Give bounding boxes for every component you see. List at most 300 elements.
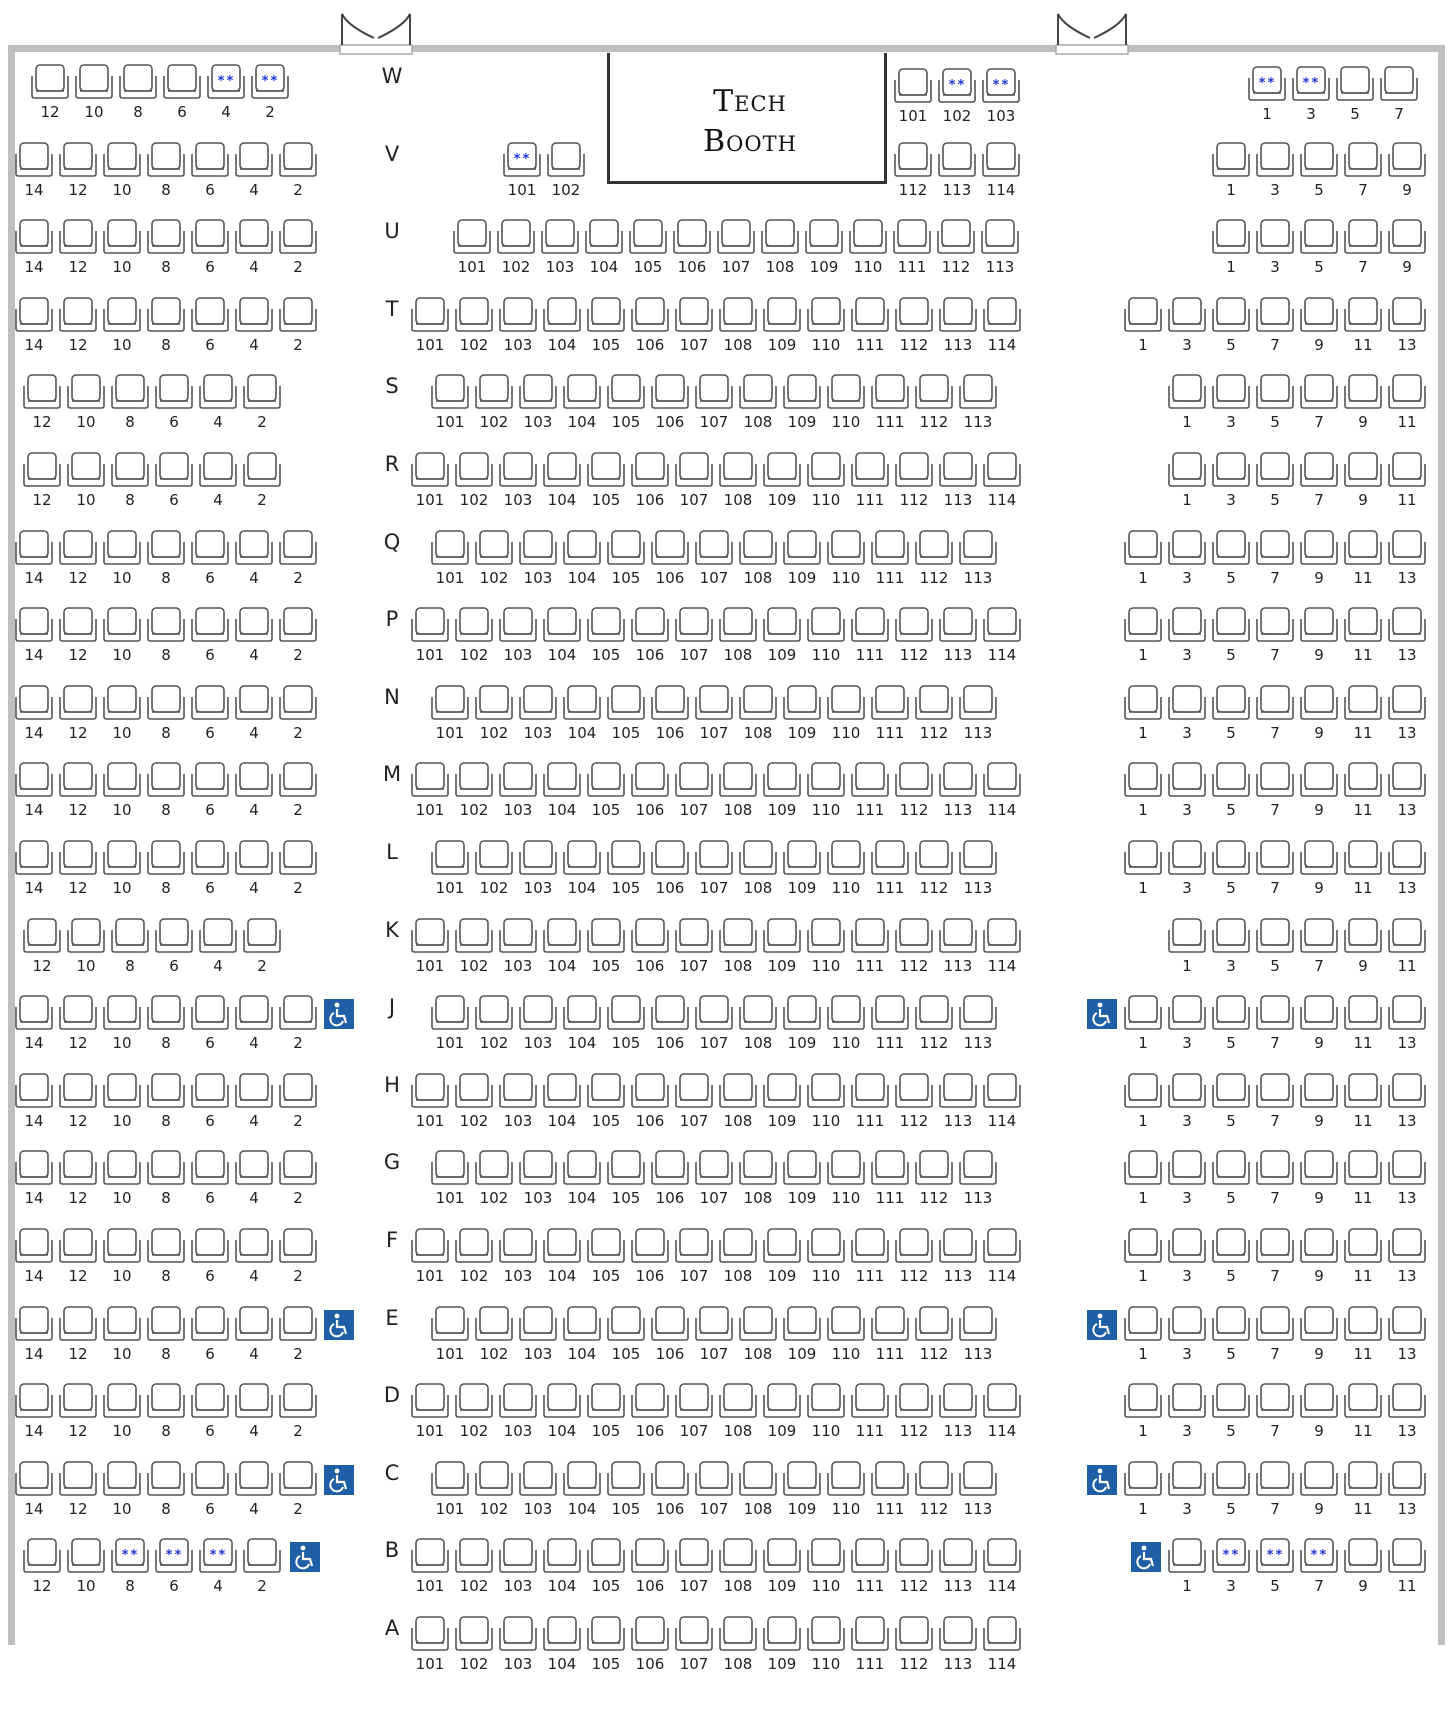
center-section-seat[interactable] — [474, 1304, 514, 1344]
center-section-seat[interactable] — [958, 993, 998, 1033]
center-section-seat[interactable] — [562, 1459, 602, 1499]
center-section-seat[interactable] — [850, 1536, 890, 1576]
center-section-seat[interactable] — [674, 1381, 714, 1421]
center-section-seat[interactable] — [958, 528, 998, 568]
center-section-seat[interactable] — [718, 295, 758, 335]
left-section-seat[interactable] — [110, 372, 150, 412]
center-section-seat[interactable] — [474, 838, 514, 878]
center-section-seat[interactable] — [762, 760, 802, 800]
center-section-seat[interactable] — [893, 66, 933, 106]
center-section-seat[interactable] — [914, 1459, 954, 1499]
left-section-seat[interactable] — [102, 217, 142, 257]
center-section-seat[interactable] — [850, 760, 890, 800]
center-section-seat[interactable] — [606, 683, 646, 723]
left-section-seat[interactable] — [146, 295, 186, 335]
center-section-seat[interactable] — [674, 1536, 714, 1576]
center-section-seat[interactable] — [938, 1381, 978, 1421]
left-section-seat[interactable] — [278, 140, 318, 180]
center-section-seat[interactable] — [938, 295, 978, 335]
left-section-seat[interactable] — [30, 62, 70, 102]
center-section-seat[interactable] — [606, 1148, 646, 1188]
center-section-seat[interactable] — [518, 683, 558, 723]
center-section-seat[interactable] — [630, 1226, 670, 1266]
left-section-seat[interactable] — [58, 1304, 98, 1344]
left-section-seat[interactable] — [102, 838, 142, 878]
left-section-seat[interactable] — [250, 62, 290, 102]
center-section-seat[interactable] — [474, 683, 514, 723]
center-section-seat[interactable] — [694, 683, 734, 723]
left-section-seat[interactable] — [190, 140, 230, 180]
right-section-seat[interactable] — [1255, 1071, 1295, 1111]
center-section-seat[interactable] — [958, 372, 998, 412]
center-section-seat[interactable] — [806, 760, 846, 800]
right-section-seat[interactable] — [1123, 838, 1163, 878]
center-section-seat[interactable] — [630, 605, 670, 645]
right-section-seat[interactable] — [1299, 528, 1339, 568]
center-section-seat[interactable] — [650, 372, 690, 412]
right-section-seat[interactable] — [1387, 1536, 1427, 1576]
center-section-seat[interactable] — [938, 605, 978, 645]
right-section-seat[interactable] — [1343, 993, 1383, 1033]
center-section-seat[interactable] — [430, 1459, 470, 1499]
center-section-seat[interactable] — [430, 838, 470, 878]
left-section-seat[interactable] — [190, 217, 230, 257]
center-section-seat[interactable] — [650, 1459, 690, 1499]
center-section-seat[interactable] — [498, 1536, 538, 1576]
center-section-seat[interactable] — [542, 1226, 582, 1266]
center-section-seat[interactable] — [718, 1536, 758, 1576]
left-section-seat[interactable] — [22, 372, 62, 412]
left-section-seat[interactable] — [58, 1226, 98, 1266]
right-section-seat[interactable] — [1167, 993, 1207, 1033]
right-section-seat[interactable] — [1387, 1148, 1427, 1188]
left-section-seat[interactable] — [146, 1071, 186, 1111]
right-section-seat[interactable] — [1299, 450, 1339, 490]
center-section-seat[interactable] — [410, 1071, 450, 1111]
right-section-seat[interactable] — [1343, 1536, 1383, 1576]
center-section-seat[interactable] — [850, 916, 890, 956]
right-section-seat[interactable] — [1343, 372, 1383, 412]
center-section-seat[interactable] — [826, 372, 866, 412]
center-section-seat[interactable] — [630, 1536, 670, 1576]
center-section-seat[interactable] — [938, 760, 978, 800]
right-section-seat[interactable] — [1343, 605, 1383, 645]
center-section-seat[interactable] — [542, 605, 582, 645]
center-section-seat[interactable] — [474, 528, 514, 568]
left-section-seat[interactable] — [190, 993, 230, 1033]
center-section-seat[interactable] — [738, 1148, 778, 1188]
center-section-seat[interactable] — [498, 1381, 538, 1421]
center-section-seat[interactable] — [518, 372, 558, 412]
center-section-seat[interactable] — [982, 295, 1022, 335]
right-section-seat[interactable] — [1255, 838, 1295, 878]
center-section-seat[interactable] — [738, 838, 778, 878]
right-section-seat[interactable] — [1299, 683, 1339, 723]
right-section-seat[interactable] — [1211, 295, 1251, 335]
left-section-seat[interactable] — [146, 1304, 186, 1344]
right-section-seat[interactable] — [1299, 760, 1339, 800]
center-section-seat[interactable] — [718, 605, 758, 645]
left-section-seat[interactable] — [102, 295, 142, 335]
left-section-seat[interactable] — [102, 1071, 142, 1111]
center-section-seat[interactable] — [498, 760, 538, 800]
left-section-seat[interactable] — [110, 916, 150, 956]
right-section-seat[interactable] — [1387, 605, 1427, 645]
center-section-seat[interactable] — [870, 1148, 910, 1188]
right-section-seat[interactable] — [1255, 295, 1295, 335]
center-section-seat[interactable] — [410, 916, 450, 956]
center-section-seat[interactable] — [806, 1381, 846, 1421]
center-section-seat[interactable] — [474, 372, 514, 412]
center-section-seat[interactable] — [454, 450, 494, 490]
center-section-seat[interactable] — [674, 1071, 714, 1111]
center-section-seat[interactable] — [674, 450, 714, 490]
right-section-seat[interactable] — [1255, 760, 1295, 800]
right-section-seat[interactable] — [1387, 1459, 1427, 1499]
center-section-seat[interactable] — [718, 760, 758, 800]
center-section-seat[interactable] — [914, 1304, 954, 1344]
right-section-seat[interactable] — [1343, 760, 1383, 800]
center-section-seat[interactable] — [454, 760, 494, 800]
center-section-seat[interactable] — [826, 838, 866, 878]
center-section-seat[interactable] — [502, 140, 542, 180]
right-section-seat[interactable] — [1299, 1459, 1339, 1499]
left-section-seat[interactable] — [190, 760, 230, 800]
center-section-seat[interactable] — [498, 1226, 538, 1266]
center-section-seat[interactable] — [914, 1148, 954, 1188]
left-section-seat[interactable] — [198, 916, 238, 956]
center-section-seat[interactable] — [806, 1614, 846, 1654]
center-section-seat[interactable] — [518, 1148, 558, 1188]
right-section-seat[interactable] — [1343, 528, 1383, 568]
left-section-seat[interactable] — [22, 916, 62, 956]
left-section-seat[interactable] — [234, 217, 274, 257]
left-section-seat[interactable] — [198, 450, 238, 490]
center-section-seat[interactable] — [474, 993, 514, 1033]
center-section-seat[interactable] — [694, 1304, 734, 1344]
center-section-seat[interactable] — [586, 1614, 626, 1654]
center-section-seat[interactable] — [650, 1304, 690, 1344]
right-section-seat[interactable] — [1211, 1381, 1251, 1421]
right-section-seat[interactable] — [1167, 683, 1207, 723]
left-section-seat[interactable] — [234, 1381, 274, 1421]
left-section-seat[interactable] — [278, 993, 318, 1033]
center-section-seat[interactable] — [410, 1381, 450, 1421]
left-section-seat[interactable] — [154, 372, 194, 412]
right-section-seat[interactable] — [1387, 760, 1427, 800]
right-section-seat[interactable] — [1387, 372, 1427, 412]
left-section-seat[interactable] — [234, 1148, 274, 1188]
center-section-seat[interactable] — [982, 1071, 1022, 1111]
right-section-seat[interactable] — [1387, 1304, 1427, 1344]
left-section-seat[interactable] — [234, 528, 274, 568]
center-section-seat[interactable] — [546, 140, 586, 180]
center-section-seat[interactable] — [914, 993, 954, 1033]
right-section-seat[interactable] — [1255, 916, 1295, 956]
center-section-seat[interactable] — [410, 760, 450, 800]
center-section-seat[interactable] — [914, 683, 954, 723]
left-section-seat[interactable] — [278, 295, 318, 335]
left-section-seat[interactable] — [102, 140, 142, 180]
right-section-seat[interactable] — [1123, 1304, 1163, 1344]
left-section-seat[interactable] — [234, 838, 274, 878]
right-section-seat[interactable] — [1387, 683, 1427, 723]
center-section-seat[interactable] — [738, 1459, 778, 1499]
center-section-seat[interactable] — [937, 66, 977, 106]
center-section-seat[interactable] — [454, 1614, 494, 1654]
center-section-seat[interactable] — [850, 605, 890, 645]
center-section-seat[interactable] — [870, 528, 910, 568]
left-section-seat[interactable] — [102, 528, 142, 568]
center-section-seat[interactable] — [782, 1459, 822, 1499]
left-section-seat[interactable] — [102, 1304, 142, 1344]
right-section-seat[interactable] — [1299, 605, 1339, 645]
left-section-seat[interactable] — [66, 450, 106, 490]
center-section-seat[interactable] — [430, 993, 470, 1033]
center-section-seat[interactable] — [826, 1304, 866, 1344]
center-section-seat[interactable] — [937, 140, 977, 180]
right-section-seat[interactable] — [1211, 1071, 1251, 1111]
left-section-seat[interactable] — [14, 140, 54, 180]
right-section-seat[interactable] — [1211, 372, 1251, 412]
center-section-seat[interactable] — [958, 1459, 998, 1499]
left-section-seat[interactable] — [14, 1226, 54, 1266]
right-section-seat[interactable] — [1255, 1226, 1295, 1266]
left-section-seat[interactable] — [14, 683, 54, 723]
right-section-seat[interactable] — [1343, 838, 1383, 878]
left-section-seat[interactable] — [234, 760, 274, 800]
center-section-seat[interactable] — [672, 217, 712, 257]
left-section-seat[interactable] — [110, 450, 150, 490]
center-section-seat[interactable] — [894, 295, 934, 335]
right-section-seat[interactable] — [1167, 1304, 1207, 1344]
left-section-seat[interactable] — [146, 1148, 186, 1188]
center-section-seat[interactable] — [674, 916, 714, 956]
center-section-seat[interactable] — [826, 1459, 866, 1499]
center-section-seat[interactable] — [893, 140, 933, 180]
left-section-seat[interactable] — [278, 605, 318, 645]
right-section-seat[interactable] — [1299, 217, 1339, 257]
center-section-seat[interactable] — [586, 1536, 626, 1576]
center-section-seat[interactable] — [674, 1226, 714, 1266]
right-section-seat[interactable] — [1343, 217, 1383, 257]
right-section-seat[interactable] — [1167, 1536, 1207, 1576]
right-section-seat[interactable] — [1343, 916, 1383, 956]
center-section-seat[interactable] — [498, 605, 538, 645]
center-section-seat[interactable] — [498, 916, 538, 956]
center-section-seat[interactable] — [454, 1536, 494, 1576]
center-section-seat[interactable] — [762, 295, 802, 335]
center-section-seat[interactable] — [738, 1304, 778, 1344]
right-section-seat[interactable] — [1255, 450, 1295, 490]
left-section-seat[interactable] — [242, 450, 282, 490]
center-section-seat[interactable] — [562, 838, 602, 878]
right-section-seat[interactable] — [1387, 1226, 1427, 1266]
center-section-seat[interactable] — [870, 1459, 910, 1499]
center-section-seat[interactable] — [806, 295, 846, 335]
right-section-seat[interactable] — [1123, 1071, 1163, 1111]
left-section-seat[interactable] — [154, 1536, 194, 1576]
center-section-seat[interactable] — [694, 993, 734, 1033]
center-section-seat[interactable] — [496, 217, 536, 257]
center-section-seat[interactable] — [650, 528, 690, 568]
left-section-seat[interactable] — [234, 1226, 274, 1266]
left-section-seat[interactable] — [190, 683, 230, 723]
center-section-seat[interactable] — [628, 217, 668, 257]
center-section-seat[interactable] — [430, 528, 470, 568]
center-section-seat[interactable] — [806, 1071, 846, 1111]
center-section-seat[interactable] — [850, 1071, 890, 1111]
right-section-seat[interactable] — [1211, 528, 1251, 568]
right-section-seat[interactable] — [1123, 760, 1163, 800]
left-section-seat[interactable] — [14, 760, 54, 800]
right-section-seat[interactable] — [1299, 916, 1339, 956]
center-section-seat[interactable] — [694, 372, 734, 412]
right-section-seat[interactable] — [1255, 1459, 1295, 1499]
center-section-seat[interactable] — [982, 1614, 1022, 1654]
left-section-seat[interactable] — [242, 916, 282, 956]
left-section-seat[interactable] — [234, 1071, 274, 1111]
right-section-seat[interactable] — [1211, 450, 1251, 490]
left-section-seat[interactable] — [190, 295, 230, 335]
center-section-seat[interactable] — [630, 295, 670, 335]
center-section-seat[interactable] — [454, 605, 494, 645]
center-section-seat[interactable] — [586, 295, 626, 335]
right-section-seat[interactable] — [1299, 295, 1339, 335]
center-section-seat[interactable] — [630, 450, 670, 490]
right-section-seat[interactable] — [1299, 838, 1339, 878]
center-section-seat[interactable] — [982, 1226, 1022, 1266]
center-section-seat[interactable] — [806, 450, 846, 490]
center-section-seat[interactable] — [894, 1614, 934, 1654]
center-section-seat[interactable] — [938, 1614, 978, 1654]
left-section-seat[interactable] — [278, 217, 318, 257]
right-section-seat[interactable] — [1167, 605, 1207, 645]
center-section-seat[interactable] — [606, 528, 646, 568]
center-section-seat[interactable] — [650, 993, 690, 1033]
right-section-seat[interactable] — [1123, 1148, 1163, 1188]
right-section-seat[interactable] — [1387, 295, 1427, 335]
center-section-seat[interactable] — [982, 760, 1022, 800]
right-section-seat[interactable] — [1211, 605, 1251, 645]
right-section-seat[interactable] — [1167, 1148, 1207, 1188]
left-section-seat[interactable] — [278, 838, 318, 878]
center-section-seat[interactable] — [760, 217, 800, 257]
left-section-seat[interactable] — [58, 760, 98, 800]
center-section-seat[interactable] — [410, 295, 450, 335]
center-section-seat[interactable] — [892, 217, 932, 257]
center-section-seat[interactable] — [586, 605, 626, 645]
center-section-seat[interactable] — [542, 295, 582, 335]
right-section-seat[interactable] — [1167, 1226, 1207, 1266]
left-section-seat[interactable] — [110, 1536, 150, 1576]
center-section-seat[interactable] — [894, 450, 934, 490]
left-section-seat[interactable] — [278, 683, 318, 723]
center-section-seat[interactable] — [498, 1614, 538, 1654]
left-section-seat[interactable] — [14, 295, 54, 335]
center-section-seat[interactable] — [586, 916, 626, 956]
center-section-seat[interactable] — [826, 1148, 866, 1188]
right-section-seat[interactable] — [1387, 993, 1427, 1033]
left-section-seat[interactable] — [190, 1071, 230, 1111]
left-section-seat[interactable] — [190, 1226, 230, 1266]
center-section-seat[interactable] — [806, 605, 846, 645]
center-section-seat[interactable] — [762, 1071, 802, 1111]
center-section-seat[interactable] — [850, 1226, 890, 1266]
center-section-seat[interactable] — [982, 1536, 1022, 1576]
right-section-seat[interactable] — [1211, 683, 1251, 723]
center-section-seat[interactable] — [694, 1459, 734, 1499]
right-section-seat[interactable] — [1211, 993, 1251, 1033]
left-section-seat[interactable] — [190, 1459, 230, 1499]
right-section-seat[interactable] — [1387, 916, 1427, 956]
right-section-seat[interactable] — [1255, 683, 1295, 723]
right-section-seat[interactable] — [1387, 450, 1427, 490]
center-section-seat[interactable] — [606, 1459, 646, 1499]
right-section-seat[interactable] — [1211, 838, 1251, 878]
center-section-seat[interactable] — [474, 1148, 514, 1188]
center-section-seat[interactable] — [782, 993, 822, 1033]
right-section-seat[interactable] — [1167, 528, 1207, 568]
left-section-seat[interactable] — [14, 1381, 54, 1421]
right-section-seat[interactable] — [1299, 1226, 1339, 1266]
right-section-seat[interactable] — [1123, 993, 1163, 1033]
center-section-seat[interactable] — [540, 217, 580, 257]
right-section-seat[interactable] — [1255, 528, 1295, 568]
center-section-seat[interactable] — [606, 372, 646, 412]
right-section-seat[interactable] — [1335, 64, 1375, 104]
center-section-seat[interactable] — [738, 528, 778, 568]
center-section-seat[interactable] — [542, 1614, 582, 1654]
center-section-seat[interactable] — [914, 372, 954, 412]
left-section-seat[interactable] — [146, 993, 186, 1033]
center-section-seat[interactable] — [806, 1536, 846, 1576]
center-section-seat[interactable] — [586, 760, 626, 800]
center-section-seat[interactable] — [716, 217, 756, 257]
center-section-seat[interactable] — [850, 1381, 890, 1421]
right-section-seat[interactable] — [1387, 217, 1427, 257]
left-section-seat[interactable] — [234, 295, 274, 335]
left-section-seat[interactable] — [14, 838, 54, 878]
center-section-seat[interactable] — [938, 1536, 978, 1576]
center-section-seat[interactable] — [982, 450, 1022, 490]
right-section-seat[interactable] — [1343, 683, 1383, 723]
center-section-seat[interactable] — [981, 66, 1021, 106]
right-section-seat[interactable] — [1123, 683, 1163, 723]
center-section-seat[interactable] — [980, 217, 1020, 257]
left-section-seat[interactable] — [278, 1148, 318, 1188]
center-section-seat[interactable] — [762, 605, 802, 645]
right-section-seat[interactable] — [1211, 1536, 1251, 1576]
center-section-seat[interactable] — [782, 1304, 822, 1344]
center-section-seat[interactable] — [630, 760, 670, 800]
right-section-seat[interactable] — [1343, 140, 1383, 180]
center-section-seat[interactable] — [762, 1226, 802, 1266]
center-section-seat[interactable] — [454, 295, 494, 335]
left-section-seat[interactable] — [146, 605, 186, 645]
left-section-seat[interactable] — [118, 62, 158, 102]
center-section-seat[interactable] — [694, 1148, 734, 1188]
right-section-seat[interactable] — [1299, 140, 1339, 180]
center-section-seat[interactable] — [542, 1381, 582, 1421]
center-section-seat[interactable] — [410, 605, 450, 645]
center-section-seat[interactable] — [806, 916, 846, 956]
left-section-seat[interactable] — [146, 838, 186, 878]
right-section-seat[interactable] — [1123, 1226, 1163, 1266]
left-section-seat[interactable] — [198, 372, 238, 412]
left-section-seat[interactable] — [278, 1304, 318, 1344]
left-section-seat[interactable] — [278, 528, 318, 568]
